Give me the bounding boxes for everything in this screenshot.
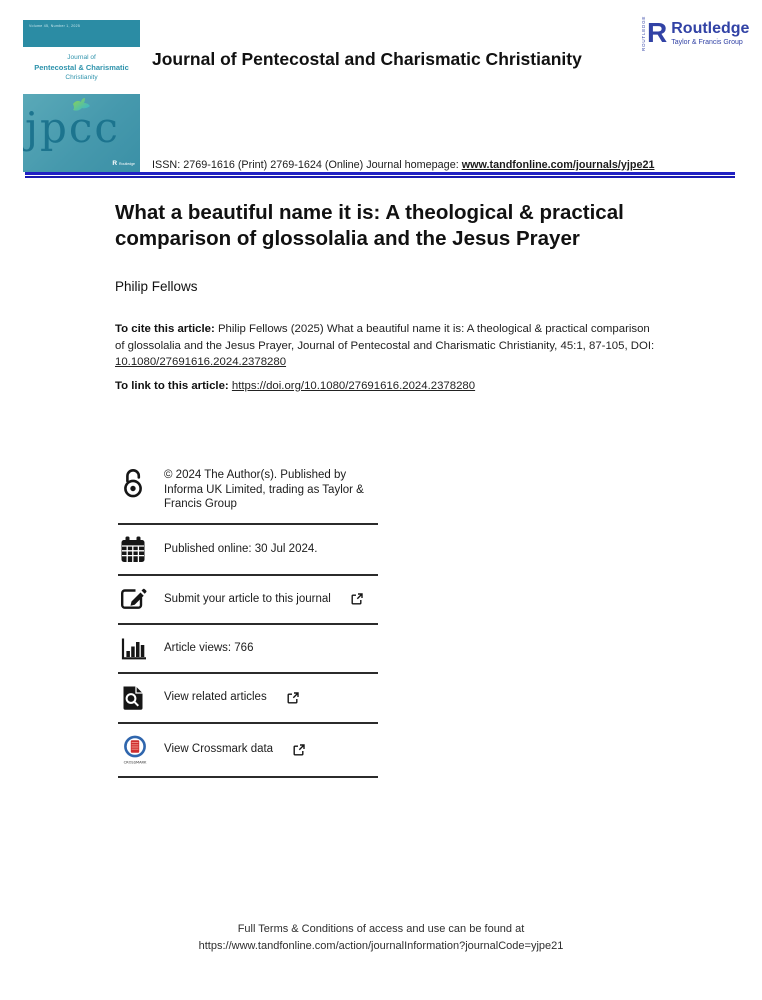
list-item-crossmark[interactable] xyxy=(118,724,378,778)
list-item-copyright xyxy=(118,455,378,525)
crossmark-link[interactable]: View Crossmark data xyxy=(164,743,274,756)
routledge-tagline: Taylor & Francis Group xyxy=(671,39,743,46)
cover-name-line2: Pentecostal & Charismatic xyxy=(34,63,129,72)
copyright-text: © 2024 The Author(s). Published by Informa UK Limited, trading as Taylor & Francis Group xyxy=(164,469,364,510)
header-divider xyxy=(25,172,735,178)
open-access-icon xyxy=(120,468,150,498)
external-link-icon xyxy=(287,692,299,704)
list-item-published xyxy=(118,525,378,576)
link-paragraph xyxy=(115,380,655,392)
external-link-icon xyxy=(293,744,305,756)
svg-text:CROSSMARK: CROSSMARK xyxy=(123,760,147,764)
submit-pencil-icon xyxy=(120,587,150,612)
calendar-icon xyxy=(120,536,150,563)
cover-journal-name xyxy=(23,47,140,94)
article-header xyxy=(115,200,655,392)
related-articles-icon xyxy=(120,685,150,711)
article-author: Philip Fellows xyxy=(115,279,198,294)
list-item-submit[interactable] xyxy=(118,576,378,625)
list-item-article-views xyxy=(118,625,378,674)
link-label: To link to this article: xyxy=(115,379,229,392)
external-link-icon xyxy=(351,593,363,605)
routledge-vertical-text: ROUTLEDGE xyxy=(641,15,646,51)
cite-doi-link[interactable]: 10.1080/27691616.2024.2378280 xyxy=(115,356,287,368)
submit-article-link[interactable]: Submit your article to this journal xyxy=(164,592,331,605)
routledge-logo xyxy=(641,15,750,51)
citation-paragraph xyxy=(115,321,655,371)
cite-label: To cite this article: xyxy=(115,323,215,335)
cover-routledge-imprint xyxy=(112,160,135,167)
article-views-text: Article views: 766 xyxy=(164,641,254,654)
related-articles-link[interactable]: View related articles xyxy=(164,691,267,704)
cite-body: Philip Fellows (2025) What a beautiful name it is: A theological & practical comparison of glossolalia and the Jesus Prayer, Journal of Pentecostal and Charismatic Christianity, 45:1, 87-105, DOI: xyxy=(115,323,655,352)
article-doi-link[interactable]: https://doi.org/10.1080/27691616.2024.2378280 xyxy=(231,379,476,392)
issn-homepage-line xyxy=(152,159,654,171)
cover-artwork xyxy=(23,94,140,172)
list-item-related-articles[interactable] xyxy=(118,674,378,724)
routledge-r-mark: R xyxy=(112,160,118,167)
journal-cover-thumbnail xyxy=(23,20,140,172)
article-title: What a beautiful name it is: A theological & practical comparison of glossolalia and the Jesus Prayer xyxy=(115,201,624,250)
terms-line2: https://www.tandfonline.com/action/journalInformation?journalCode=yjpe21 xyxy=(198,939,564,952)
journal-title: Journal of Pentecostal and Charismatic Christianity xyxy=(152,49,582,69)
cover-issue-band xyxy=(23,20,140,47)
cover-name-line3: Christianity xyxy=(65,74,98,81)
journal-homepage-link[interactable]: www.tandfonline.com/journals/yjpe21 xyxy=(461,159,655,171)
cover-name-line1: Journal of xyxy=(67,54,96,61)
bar-chart-icon xyxy=(120,636,150,661)
routledge-r-icon: R xyxy=(647,17,668,48)
cover-jpcc-logo: jpcc xyxy=(25,103,120,152)
issn-text: ISSN: 2769-1616 (Print) 2769-1624 (Online) Journal homepage: xyxy=(152,159,462,171)
cover-issue-line: Volume 45, Number 1, 2025 xyxy=(29,24,81,28)
crossmark-icon xyxy=(120,735,150,765)
terms-footer xyxy=(0,921,762,954)
routledge-brand: Routledge xyxy=(671,20,750,37)
routledge-imprint-name: Routledge xyxy=(119,161,135,166)
published-online-text: Published online: 30 Jul 2024. xyxy=(164,542,318,555)
article-info-list xyxy=(118,455,378,778)
terms-line1: Full Terms & Conditions of access and use can be found at xyxy=(237,923,525,935)
